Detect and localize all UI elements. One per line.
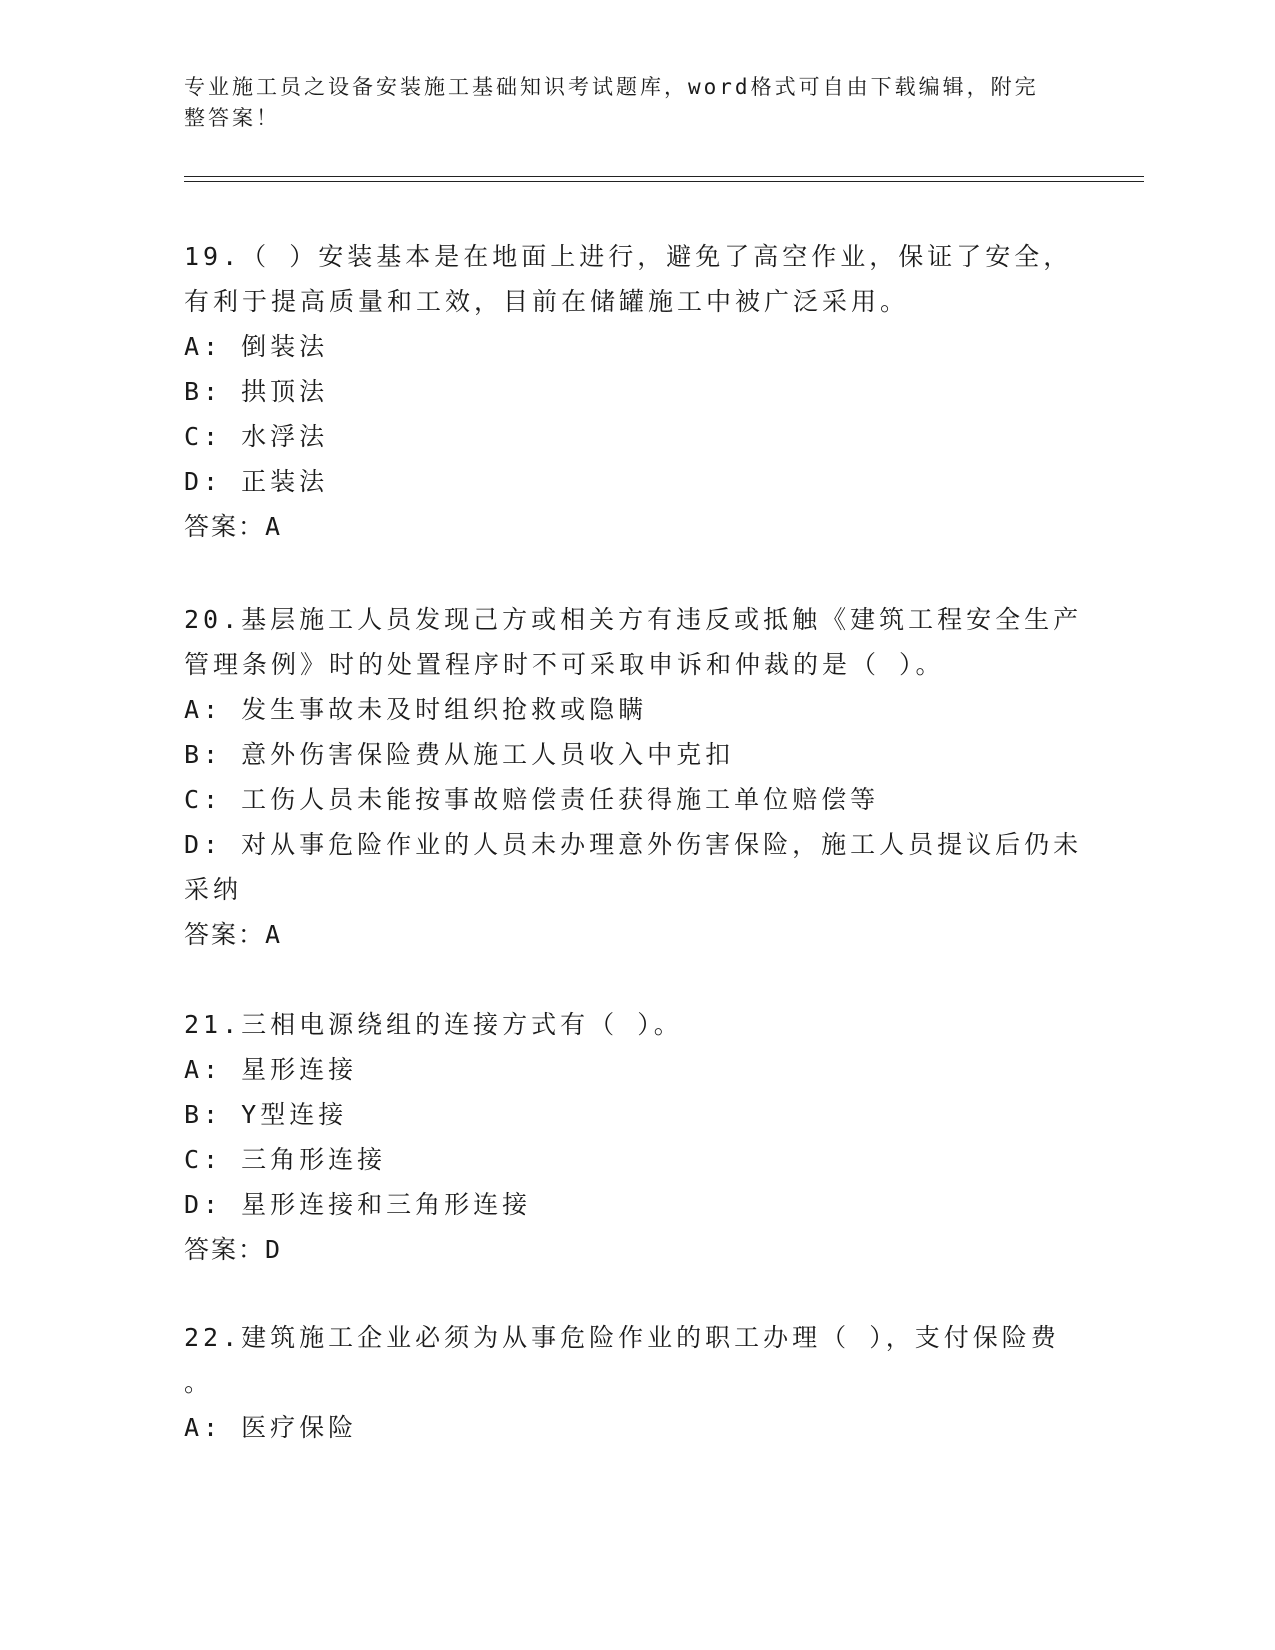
option-a: A: 发生事故未及时组织抢救或隐瞒 xyxy=(184,695,648,724)
option-b: B: Y型连接 xyxy=(184,1100,348,1129)
question-text-line: 有利于提高质量和工效，目前在储罐施工中被广泛采用。 xyxy=(184,287,910,316)
question-21 xyxy=(184,1002,1064,1273)
answer xyxy=(184,912,1064,958)
question-19 xyxy=(184,234,1073,550)
option-d-continued: 采纳 xyxy=(184,875,243,904)
option-d: D: 对从事危险作业的人员未办理意外伤害保险，施工人员提议后仍未 xyxy=(184,830,1083,859)
question-22 xyxy=(184,1315,1064,1450)
option-c: C: 工伤人员未能按事故赔偿责任获得施工单位赔偿等 xyxy=(184,785,880,814)
option-c: C: 水浮法 xyxy=(184,422,329,451)
question-text-line: 管理条例》时的处置程序时不可采取申诉和仲裁的是（ ）。 xyxy=(184,650,945,679)
option-c: C: 三角形连接 xyxy=(184,1145,387,1174)
answer-value: A xyxy=(265,512,283,541)
answer-value: D xyxy=(265,1235,283,1264)
header-line-1: 专业施工员之设备安装施工基础知识考试题库，word格式可自由下载编辑，附完 xyxy=(184,75,1039,99)
option-a: A: 倒装法 xyxy=(184,332,329,361)
option-a: A: 星形连接 xyxy=(184,1055,358,1084)
answer xyxy=(184,504,1064,550)
answer xyxy=(184,1227,1064,1273)
answer-value: A xyxy=(265,920,283,949)
question-text-line: 22.建筑施工企业必须为从事危险作业的职工办理（ ），支付保险费 xyxy=(184,1323,1060,1352)
answer-label: 答案： xyxy=(184,1235,266,1264)
option-d: D: 正装法 xyxy=(184,467,329,496)
question-text-line: 21.三相电源绕组的连接方式有（ ）。 xyxy=(184,1010,683,1039)
question-text-line: 19.（ ）安装基本是在地面上进行，避免了高空作业，保证了安全， xyxy=(184,242,1073,271)
answer-label: 答案： xyxy=(184,920,266,949)
option-b: B: 意外伤害保险费从施工人员收入中克扣 xyxy=(184,740,735,769)
option-a: A: 医疗保险 xyxy=(184,1413,358,1442)
header-line-2: 整答案！ xyxy=(184,106,280,130)
document-header xyxy=(184,72,1064,134)
question-20 xyxy=(184,597,1083,958)
header-divider-bottom xyxy=(184,181,1144,182)
question-text-line: 。 xyxy=(184,1368,214,1397)
answer-label: 答案： xyxy=(184,512,266,541)
option-b: B: 拱顶法 xyxy=(184,377,329,406)
option-d: D: 星形连接和三角形连接 xyxy=(184,1190,532,1219)
header-divider-top xyxy=(184,176,1144,177)
question-text-line: 20.基层施工人员发现己方或相关方有违反或抵触《建筑工程安全生产 xyxy=(184,605,1083,634)
